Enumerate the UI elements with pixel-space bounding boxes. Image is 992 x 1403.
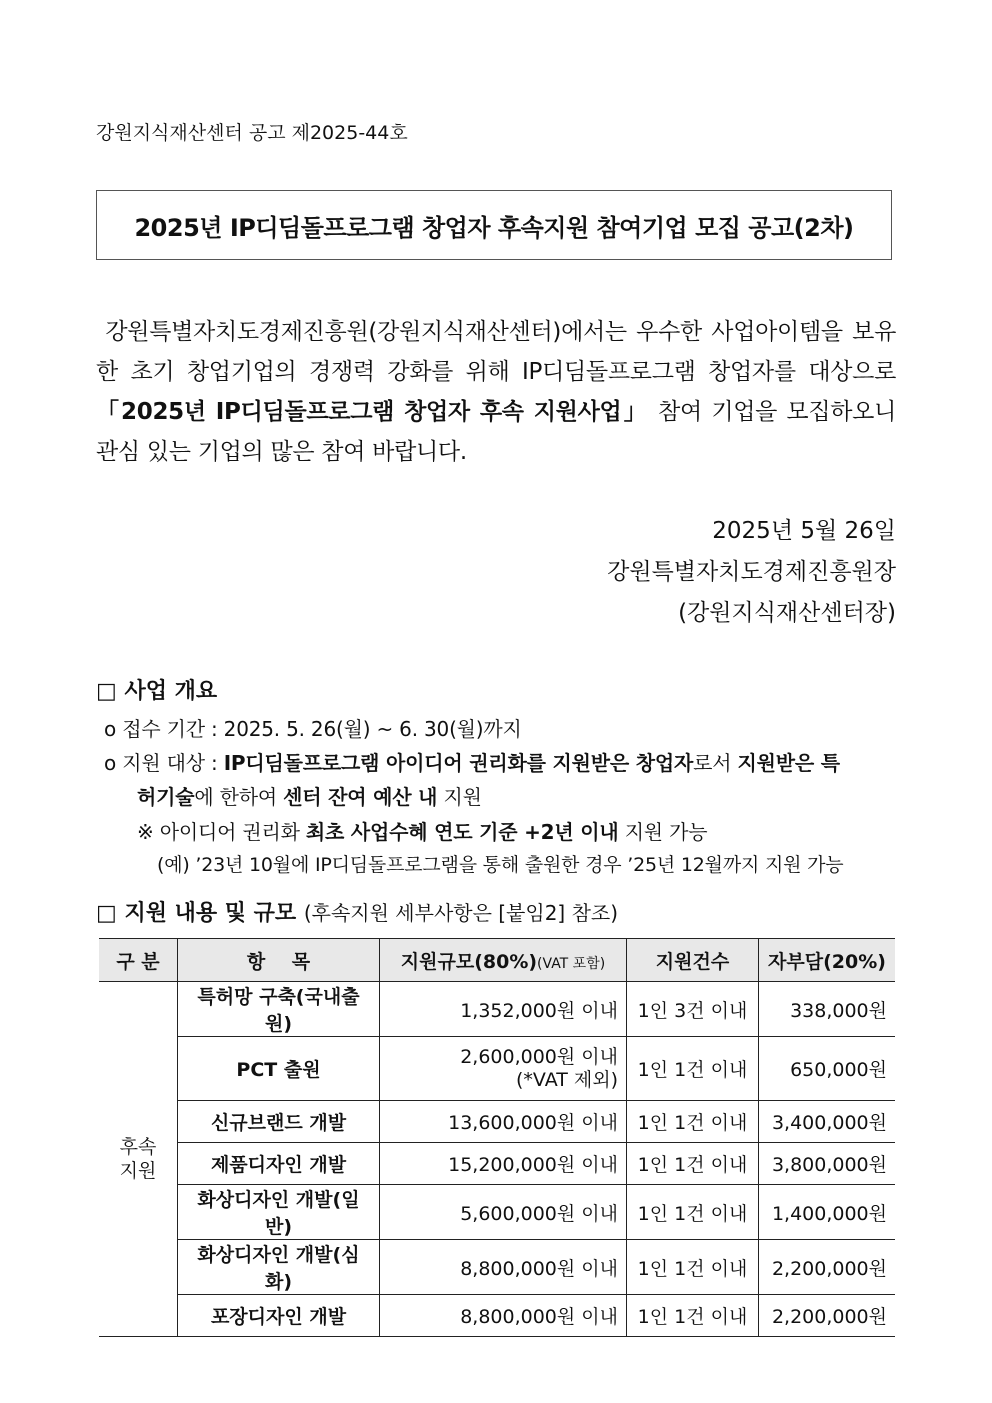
page-title-text: 2025년 IP디딤돌프로그램 창업자 후속지원 참여기업 모집 공고(2차): [134, 213, 854, 242]
support-target-bold-1: IP디딤돌프로그램 아이디어 권리화를 지원받은 창업자: [223, 751, 694, 775]
table-row: [99, 1185, 895, 1240]
row-item: 화상디자인 개발(일반): [178, 1185, 380, 1240]
row-self: 1,400,000원: [759, 1185, 896, 1240]
table-row: [99, 1295, 895, 1337]
row-count: 1인 3건 이내: [627, 982, 759, 1037]
row-count: 1인 1건 이내: [627, 1295, 759, 1337]
header-scale: [380, 939, 627, 982]
row-scale: 5,600,000원 이내: [380, 1185, 627, 1240]
signature-date: 2025년 5월 26일: [712, 518, 896, 544]
category-line2: 지원: [119, 1160, 157, 1182]
support-target: [104, 747, 900, 776]
eligibility-note: [137, 816, 707, 845]
row-self: 3,800,000원: [759, 1143, 896, 1185]
support-target-text-2: 에 한하여: [194, 785, 284, 809]
row-count: 1인 1건 이내: [627, 1240, 759, 1295]
support-target-cont: [137, 781, 482, 810]
row-scale: 1,352,000원 이내: [380, 982, 627, 1037]
row-scale: [380, 1037, 627, 1101]
support-target-bold-2: 지원받은 특: [737, 751, 840, 775]
row-scale: 8,800,000원 이내: [380, 1240, 627, 1295]
row-self: 650,000원: [759, 1037, 896, 1101]
row-item: 신규브랜드 개발: [178, 1101, 380, 1143]
support-target-text-3: 지원: [437, 785, 482, 809]
table-row: [99, 1101, 895, 1143]
row-item: 포장디자인 개발: [178, 1295, 380, 1337]
header-scale-text: 지원규모(80%): [400, 950, 538, 973]
section-support-heading: [96, 896, 618, 927]
intro-part1: 강원특별자치도경제진흥원(강원지식재산센터)에서는 우수한 사업아이템을 보유한 초기 창업기업의 경쟁력 강화를 위해 IP디딤돌프로그램 창업자를 대상으로: [96, 319, 896, 385]
table-header-row: [99, 939, 895, 982]
table-row: [99, 1143, 895, 1185]
row-scale: 15,200,000원 이내: [380, 1143, 627, 1185]
note-prefix: ※ 아이디어 권리화: [137, 820, 306, 844]
header-category: 구 분: [99, 939, 178, 982]
header-count: 지원건수: [627, 939, 759, 982]
support-target-prefix: o 지원 대상 :: [104, 751, 224, 775]
signature-issuer: 강원특별자치도경제진흥원장: [607, 559, 896, 585]
eligibility-example: (예) ’23년 10월에 IP디딤돌프로그램을 통해 출원한 경우 ’25년 12월까지 지원 가능: [157, 854, 844, 876]
note-suffix: 지원 가능: [618, 820, 708, 844]
header-scale-note: (VAT 포함): [537, 955, 606, 972]
intro-program-name: 「2025년 IP디딤돌프로그램 창업자 후속 지원사업」: [96, 399, 649, 425]
support-target-bold-4: 센터 잔여 예산 내: [283, 785, 438, 809]
support-target-bold-3: 허기술: [137, 785, 195, 809]
intro-part2: 참여 기업을 모집하오니 관심 있는 기업의 많은 참여 바랍니다.: [96, 399, 897, 465]
row-self: 2,200,000원: [759, 1240, 896, 1295]
support-table: [99, 938, 895, 1337]
header-item: 항 목: [178, 939, 380, 982]
page-title: [96, 190, 892, 260]
row-scale-text: 2,600,000원 이내: [460, 1045, 618, 1068]
row-count: 1인 1건 이내: [627, 1143, 759, 1185]
row-item: 제품디자인 개발: [178, 1143, 380, 1185]
row-count: 1인 1건 이내: [627, 1101, 759, 1143]
row-self: 2,200,000원: [759, 1295, 896, 1337]
notice-number: 강원지식재산센터 공고 제2025-44호: [96, 122, 408, 144]
row-scale: 8,800,000원 이내: [380, 1295, 627, 1337]
row-item: 화상디자인 개발(심화): [178, 1240, 380, 1295]
section-overview-heading: □ 사업 개요: [96, 679, 218, 704]
row-self: 338,000원: [759, 982, 896, 1037]
table-row: [99, 982, 895, 1037]
category-cell: [99, 982, 178, 1337]
application-period: o 접수 기간 : 2025. 5. 26(월) ~ 6. 30(월)까지: [104, 717, 522, 741]
intro-paragraph: [96, 312, 896, 472]
row-scale-note: (*VAT 제외): [516, 1068, 618, 1091]
row-item: 특허망 구축(국내출원): [178, 982, 380, 1037]
row-item: PCT 출원: [178, 1037, 380, 1101]
row-count: 1인 1건 이내: [627, 1185, 759, 1240]
row-count: 1인 1건 이내: [627, 1037, 759, 1101]
note-bold: 최초 사업수혜 연도 기준 +2년 이내: [305, 820, 619, 844]
row-scale: 13,600,000원 이내: [380, 1101, 627, 1143]
table-row: [99, 1037, 895, 1101]
support-target-text-1: 로서: [693, 751, 738, 775]
header-self: 자부담(20%): [759, 939, 896, 982]
signature-issuer-sub: (강원지식재산센터장): [678, 600, 896, 626]
section-support-sub: (후속지원 세부사항은 [붙임2] 참조): [303, 901, 619, 925]
category-line1: 후속: [119, 1136, 157, 1158]
table-row: [99, 1240, 895, 1295]
section-support-title: □ 지원 내용 및 규모: [96, 901, 297, 926]
row-self: 3,400,000원: [759, 1101, 896, 1143]
